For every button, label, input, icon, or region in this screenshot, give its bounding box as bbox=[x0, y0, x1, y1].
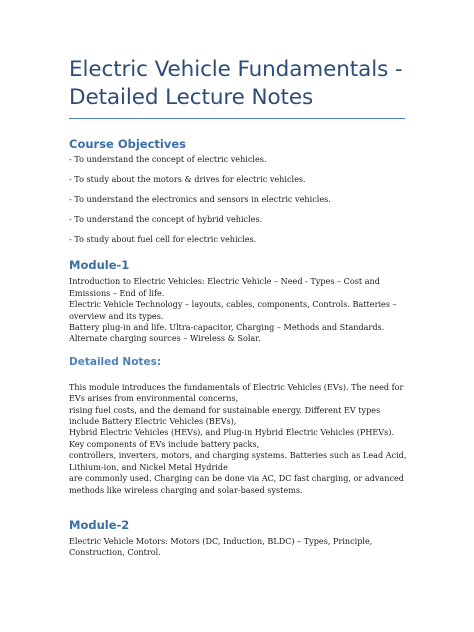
detailed-notes-text bbox=[69, 382, 408, 496]
title-divider bbox=[69, 118, 405, 119]
module-2-heading: Module-2 bbox=[69, 517, 130, 532]
document-title-line-2: Detailed Lecture Notes bbox=[69, 85, 314, 110]
detailed-notes-heading: Detailed Notes: bbox=[69, 355, 162, 368]
objective-item: - To understand the concept of hybrid vehicles. bbox=[69, 214, 263, 224]
notes-line: This module introduces the fundamentals of Electric Vehicles (EVs). The need for EVs arises from environmental concerns, bbox=[69, 381, 404, 404]
module-2-syllabus bbox=[69, 536, 408, 559]
document-title-line-1: Electric Vehicle Fundamentals - bbox=[69, 57, 403, 82]
module-1-line: Introduction to Electric Vehicles: Electric Vehicle – Need - Types – Cost and Emissions – End of life. bbox=[69, 276, 380, 298]
objective-item: - To understand the concept of electric vehicles. bbox=[69, 154, 267, 164]
module-1-heading: Module-1 bbox=[69, 258, 130, 273]
module-1-line: Battery plug-in and life. Ultra-capacitor, Charging – Methods and Standards. Alternate charging sources – Wireless & Solar. bbox=[69, 322, 385, 344]
module-2-line: Electric Vehicle Motors: Motors (DC, Induction, BLDC) – Types, Principle, Construction, Control. bbox=[69, 535, 373, 558]
notes-line: Hybrid Electric Vehicles (HEVs), and Plug-in Hybrid Electric Vehicles (PHEVs). Key components of EVs include battery packs, bbox=[69, 427, 395, 449]
objective-item: - To understand the electronics and sensors in electric vehicles. bbox=[69, 194, 331, 204]
module-1-syllabus bbox=[69, 276, 408, 344]
objective-item: - To study about the motors & drives for electric vehicles. bbox=[69, 174, 306, 184]
notes-line: controllers, inverters, motors, and charging systems. Batteries such as Lead Acid, Lithium-ion, and Nickel Metal Hydride bbox=[69, 450, 407, 472]
course-objectives-list bbox=[69, 154, 408, 245]
objective-item: - To study about fuel cell for electric vehicles. bbox=[69, 234, 257, 244]
notes-line: rising fuel costs, and the demand for sustainable energy. Different EV types include Battery Electric Vehicles (BEVs), bbox=[69, 404, 381, 427]
notes-line: are commonly used. Charging can be done via AC, DC fast charging, or advanced methods like wireless charging and solar-based systems. bbox=[69, 473, 404, 495]
module-1-line: Electric Vehicle Technology – layouts, cables, components, Controls. Batteries – overview and its types. bbox=[69, 299, 397, 321]
document-title bbox=[69, 56, 408, 112]
course-objectives-heading: Course Objectives bbox=[69, 137, 186, 151]
